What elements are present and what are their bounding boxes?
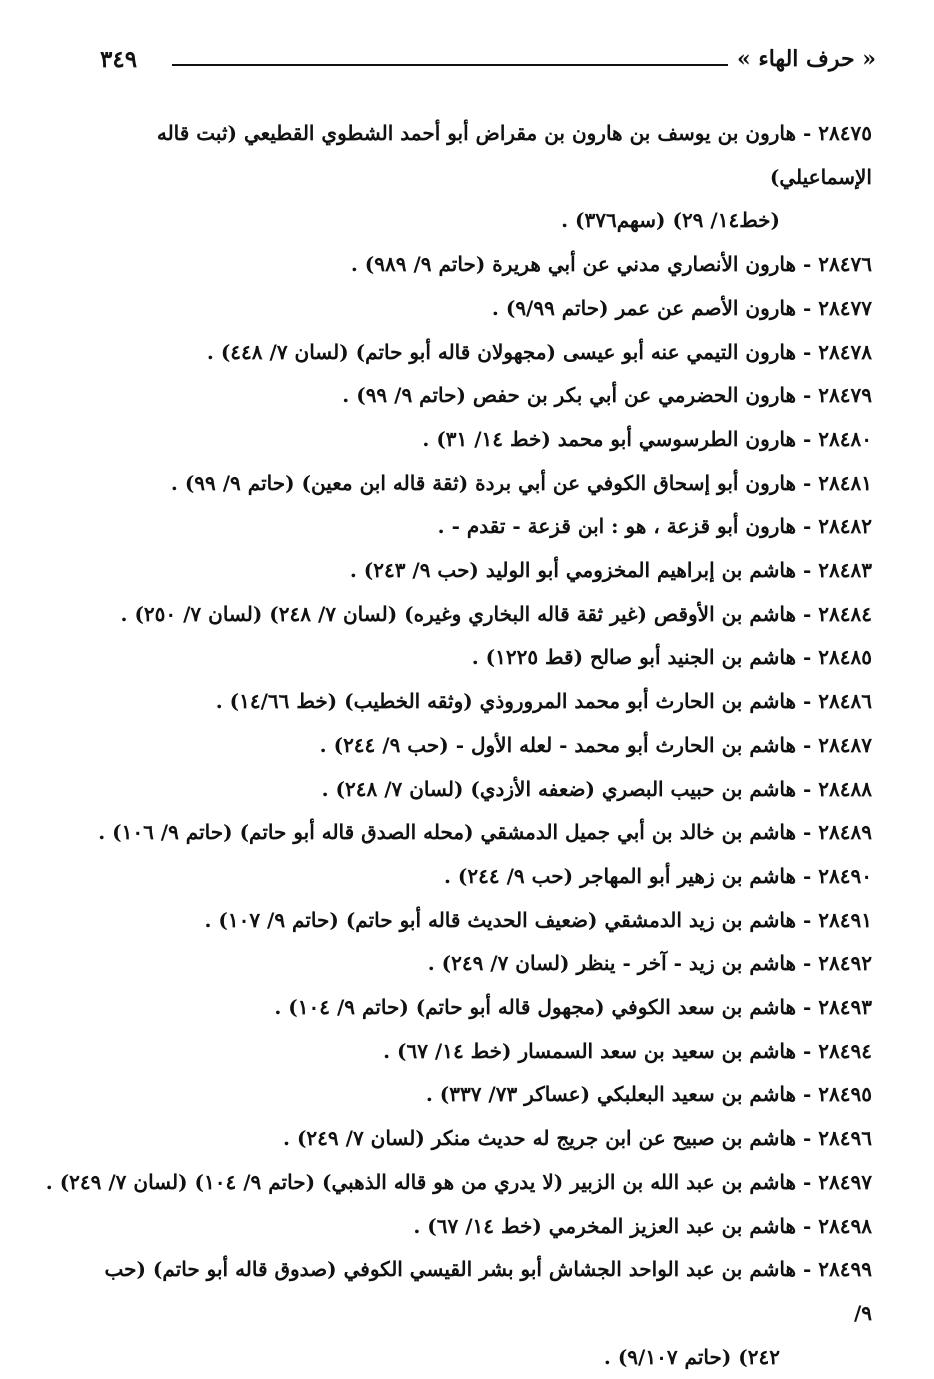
entry-text: ٢٨٤٧٥ - هارون بن يوسف بن هارون بن مقراض أبو أحمد الشطوي القطيعي (ثبت قاله الإسماعيلي)	[156, 121, 872, 189]
list-item: ٢٨٤٨٦ - هاشم بن الحارث أبو محمد المروروذي (وثقه الخطيب) (خط ١٤/٦٦) .	[215, 689, 872, 714]
list-item: ٢٨٤٨٤ - هاشم بن الأوقص (غير ثقة قاله البخاري وغيره) (لسان ٧/ ٢٤٨) (لسان ٧/ ٢٥٠) .	[120, 601, 872, 626]
list-item: ٢٨٤٧٧ - هارون الأصم عن عمر (حاتم ٩/٩٩) .	[491, 295, 872, 320]
list-item: ٢٨٤٧٨ - هارون التيمي عنه أبو عيسى (مجهولان قاله أبو حاتم) (لسان ٧/ ٤٤٨) .	[206, 339, 872, 364]
entry-text-continued: (خط١٤/ ٢٩) (سهم٣٧٦) .	[561, 208, 780, 233]
list-item: ٢٨٤٨٠ - هارون الطرسوسي أبو محمد (خط ١٤/ ٣١) .	[422, 426, 872, 451]
list-item: ٢٨٤٩١ - هاشم بن زيد الدمشقي (ضعيف الحديث قاله أبو حاتم) (حاتم ٩/ ١٠٧) .	[204, 907, 872, 932]
list-item: ٢٨٤٩٢ - هاشم بن زيد - آخر - ينظر (لسان ٧/ ٢٤٩) .	[427, 951, 872, 976]
list-item	[98, 112, 872, 243]
list-item: ٢٨٤٨١ - هارون أبو إسحاق الكوفي عن أبي بردة (ثقة قاله ابن معين) (حاتم ٩/ ٩٩) .	[170, 470, 872, 495]
list-item: ٢٨٤٩٥ - هاشم بن سعيد البعلبكي (عساكر ٧٣/ ٣٣٧) .	[425, 1082, 872, 1107]
list-item: ٢٨٤٨٩ - هاشم بن خالد بن أبي جميل الدمشقي (محله الصدق قاله أبو حاتم) (حاتم ٩/ ١٠٦) .	[98, 820, 872, 845]
list-item: ٢٨٤٩٠ - هاشم بن زهير أبو المهاجر (حب ٩/ ٢٤٤) .	[444, 863, 872, 888]
list-item	[98, 1248, 872, 1379]
list-item: ٢٨٤٧٩ - هارون الحضرمي عن أبي بكر بن حفص (حاتم ٩/ ٩٩) .	[342, 383, 872, 408]
list-item: ٢٨٤٧٦ - هارون الأنصاري مدني عن أبي هريرة (حاتم ٩/ ٩٨٩) .	[350, 252, 872, 277]
list-item: ٢٨٤٨٢ - هارون أبو قزعة ، هو : ابن قزعة - تقدم - .	[437, 514, 872, 539]
page-header	[100, 42, 876, 82]
list-item: ٢٨٤٩٦ - هاشم بن صبيح عن ابن جريج له حديث منكر (لسان ٧/ ٢٤٩) .	[283, 1126, 872, 1151]
page-number: ٣٤٩	[100, 46, 138, 73]
list-item: ٢٨٤٩٣ - هاشم بن سعد الكوفي (مجهول قاله أبو حاتم) (حاتم ٩/ ١٠٤) .	[274, 995, 872, 1020]
entry-text: ٢٨٤٩٩ - هاشم بن عبد الواحد الجشاش أبو بشر القيسي الكوفي (صدوق قاله أبو حاتم) (حب ٩/	[104, 1257, 872, 1325]
list-item: ٢٨٤٨٨ - هاشم بن حبيب البصري (ضعفه الأزدي) (لسان ٧/ ٢٤٨) .	[321, 776, 872, 801]
entry-text-continued: ٢٤٢) (حاتم ٩/١٠٧) .	[603, 1344, 780, 1369]
list-item: ٢٨٤٨٧ - هاشم بن الحارث أبو محمد - لعله الأول - (حب ٩/ ٢٤٤) .	[319, 732, 872, 757]
list-item: ٢٨٤٨٣ - هاشم بن إبراهيم المخزومي أبو الوليد (حب ٩/ ٢٤٣) .	[349, 558, 872, 583]
list-item: ٢٨٤٩٤ - هاشم بن سعيد بن سعد السمسار (خط ١٤/ ٦٧) .	[383, 1038, 872, 1063]
list-item: ٢٨٤٩٨ - هاشم بن عبد العزيز المخرمي (خط ١٤/ ٦٧) .	[413, 1213, 872, 1238]
list-item: ٢٨٤٨٥ - هاشم بن الجنيد أبو صالح (قط ١٢٢٥) .	[471, 645, 872, 670]
list-item: ٢٨٤٩٧ - هاشم بن عبد الله بن الزبير (لا يدري من هو قاله الذهبي) (حاتم ٩/ ١٠٤) (لسان ٧/ ٢٤٩) .	[45, 1169, 872, 1194]
chapter-title: « حرف الهاء »	[736, 46, 876, 72]
entry-list	[45, 112, 872, 1379]
header-rule	[172, 64, 728, 66]
